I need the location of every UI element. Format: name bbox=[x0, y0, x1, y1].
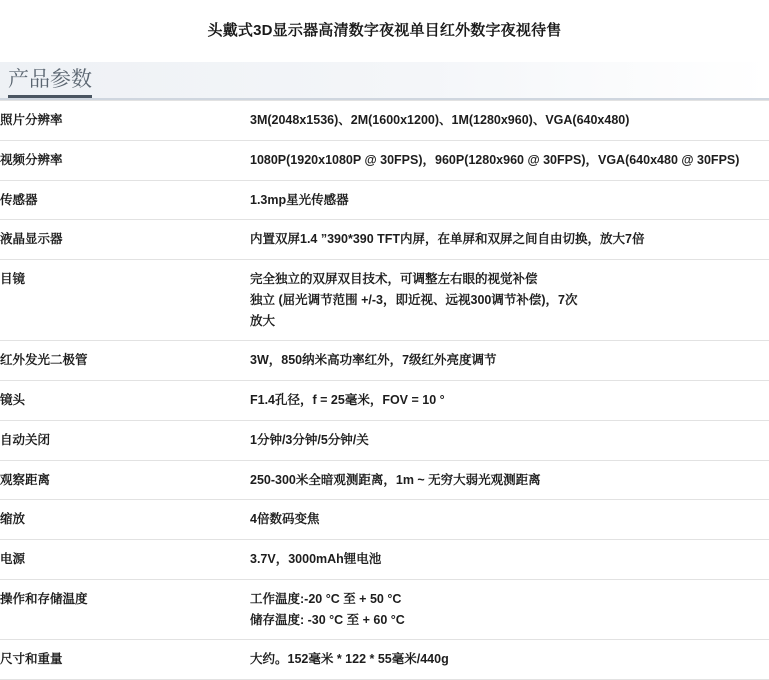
table-row bbox=[0, 140, 769, 180]
spec-key: 尺寸和重量 bbox=[0, 640, 250, 680]
table-row bbox=[0, 500, 769, 540]
spec-key: 视频分辨率 bbox=[0, 140, 250, 180]
table-row bbox=[0, 220, 769, 260]
spec-value bbox=[250, 180, 769, 220]
spec-key: 观察距离 bbox=[0, 460, 250, 500]
spec-key: 镜头 bbox=[0, 381, 250, 421]
spec-value-line: 1080P(1920x1080P @ 30FPS)，960P(1280x960 @ 30FPS)，VGA(640x480 @ 30FPS) bbox=[250, 152, 740, 167]
spec-value-line: 1分钟/3分钟/5分钟/关 bbox=[250, 432, 369, 447]
spec-value bbox=[250, 341, 769, 381]
table-row bbox=[0, 341, 769, 381]
spec-value-line: 250-300米全暗观测距离，1m ~ 无穷大弱光观测距离 bbox=[250, 472, 541, 487]
table-row bbox=[0, 101, 769, 141]
spec-value bbox=[250, 579, 769, 640]
table-row bbox=[0, 420, 769, 460]
table-row bbox=[0, 640, 769, 680]
table-row bbox=[0, 180, 769, 220]
spec-table-body bbox=[0, 101, 769, 680]
spec-value bbox=[250, 640, 769, 680]
spec-value bbox=[250, 540, 769, 580]
spec-value-line: 大约。152毫米 * 122 * 55毫米/440g bbox=[250, 652, 449, 667]
spec-key: 红外发光二极管 bbox=[0, 341, 250, 381]
table-row bbox=[0, 381, 769, 421]
spec-value bbox=[250, 140, 769, 180]
spec-key: 液晶显示器 bbox=[0, 220, 250, 260]
table-row bbox=[0, 540, 769, 580]
section-header bbox=[0, 62, 769, 100]
spec-value bbox=[250, 420, 769, 460]
spec-value bbox=[250, 460, 769, 500]
spec-value-line: F1.4孔径，f = 25毫米，FOV = 10 ° bbox=[250, 393, 445, 407]
spec-key: 自动关闭 bbox=[0, 420, 250, 460]
spec-key: 缩放 bbox=[0, 500, 250, 540]
spec-value-line: 内置双屏1.4 ”390*390 TFT内屏，在单屏和双屏之间自由切换，放大7倍 bbox=[250, 232, 645, 247]
spec-value bbox=[250, 101, 769, 141]
spec-value-line: 独立 (屈光调节范围 +/-3，即近视、远视300调节补偿)，7次 bbox=[250, 292, 578, 307]
spec-value bbox=[250, 260, 769, 341]
section-title: 产品参数 bbox=[8, 68, 92, 98]
spec-value-line: 3M(2048x1536)、2M(1600x1200)、1M(1280x960)、VGA(640x480) bbox=[250, 113, 630, 127]
spec-key: 目镜 bbox=[0, 260, 250, 341]
spec-key: 操作和存储温度 bbox=[0, 579, 250, 640]
spec-value-line: 4倍数码变焦 bbox=[250, 512, 320, 527]
spec-value bbox=[250, 381, 769, 421]
spec-key: 电源 bbox=[0, 540, 250, 580]
spec-value-line: 完全独立的双屏双目技术，可调整左右眼的视觉补偿 bbox=[250, 272, 538, 286]
spec-value bbox=[250, 220, 769, 260]
spec-table bbox=[0, 100, 769, 680]
page-title: 头戴式3D显示器高清数字夜视单目红外数字夜视待售 bbox=[207, 22, 562, 39]
spec-value bbox=[250, 500, 769, 540]
spec-value-line: 3W，850纳米高功率红外，7级红外亮度调节 bbox=[250, 353, 497, 368]
spec-key: 传感器 bbox=[0, 180, 250, 220]
spec-value-line: 放大 bbox=[250, 313, 276, 328]
spec-value-line: 1.3mp星光传感器 bbox=[250, 192, 349, 207]
table-row bbox=[0, 260, 769, 341]
table-row bbox=[0, 579, 769, 640]
table-row bbox=[0, 460, 769, 500]
spec-value-line: 3.7V，3000mAh锂电池 bbox=[250, 552, 382, 566]
spec-key: 照片分辨率 bbox=[0, 101, 250, 141]
spec-value-line: 储存温度: -30 °C 至 + 60 °C bbox=[250, 612, 405, 627]
spec-value-line: 工作温度:-20 °C 至 + 50 °C bbox=[250, 591, 402, 606]
